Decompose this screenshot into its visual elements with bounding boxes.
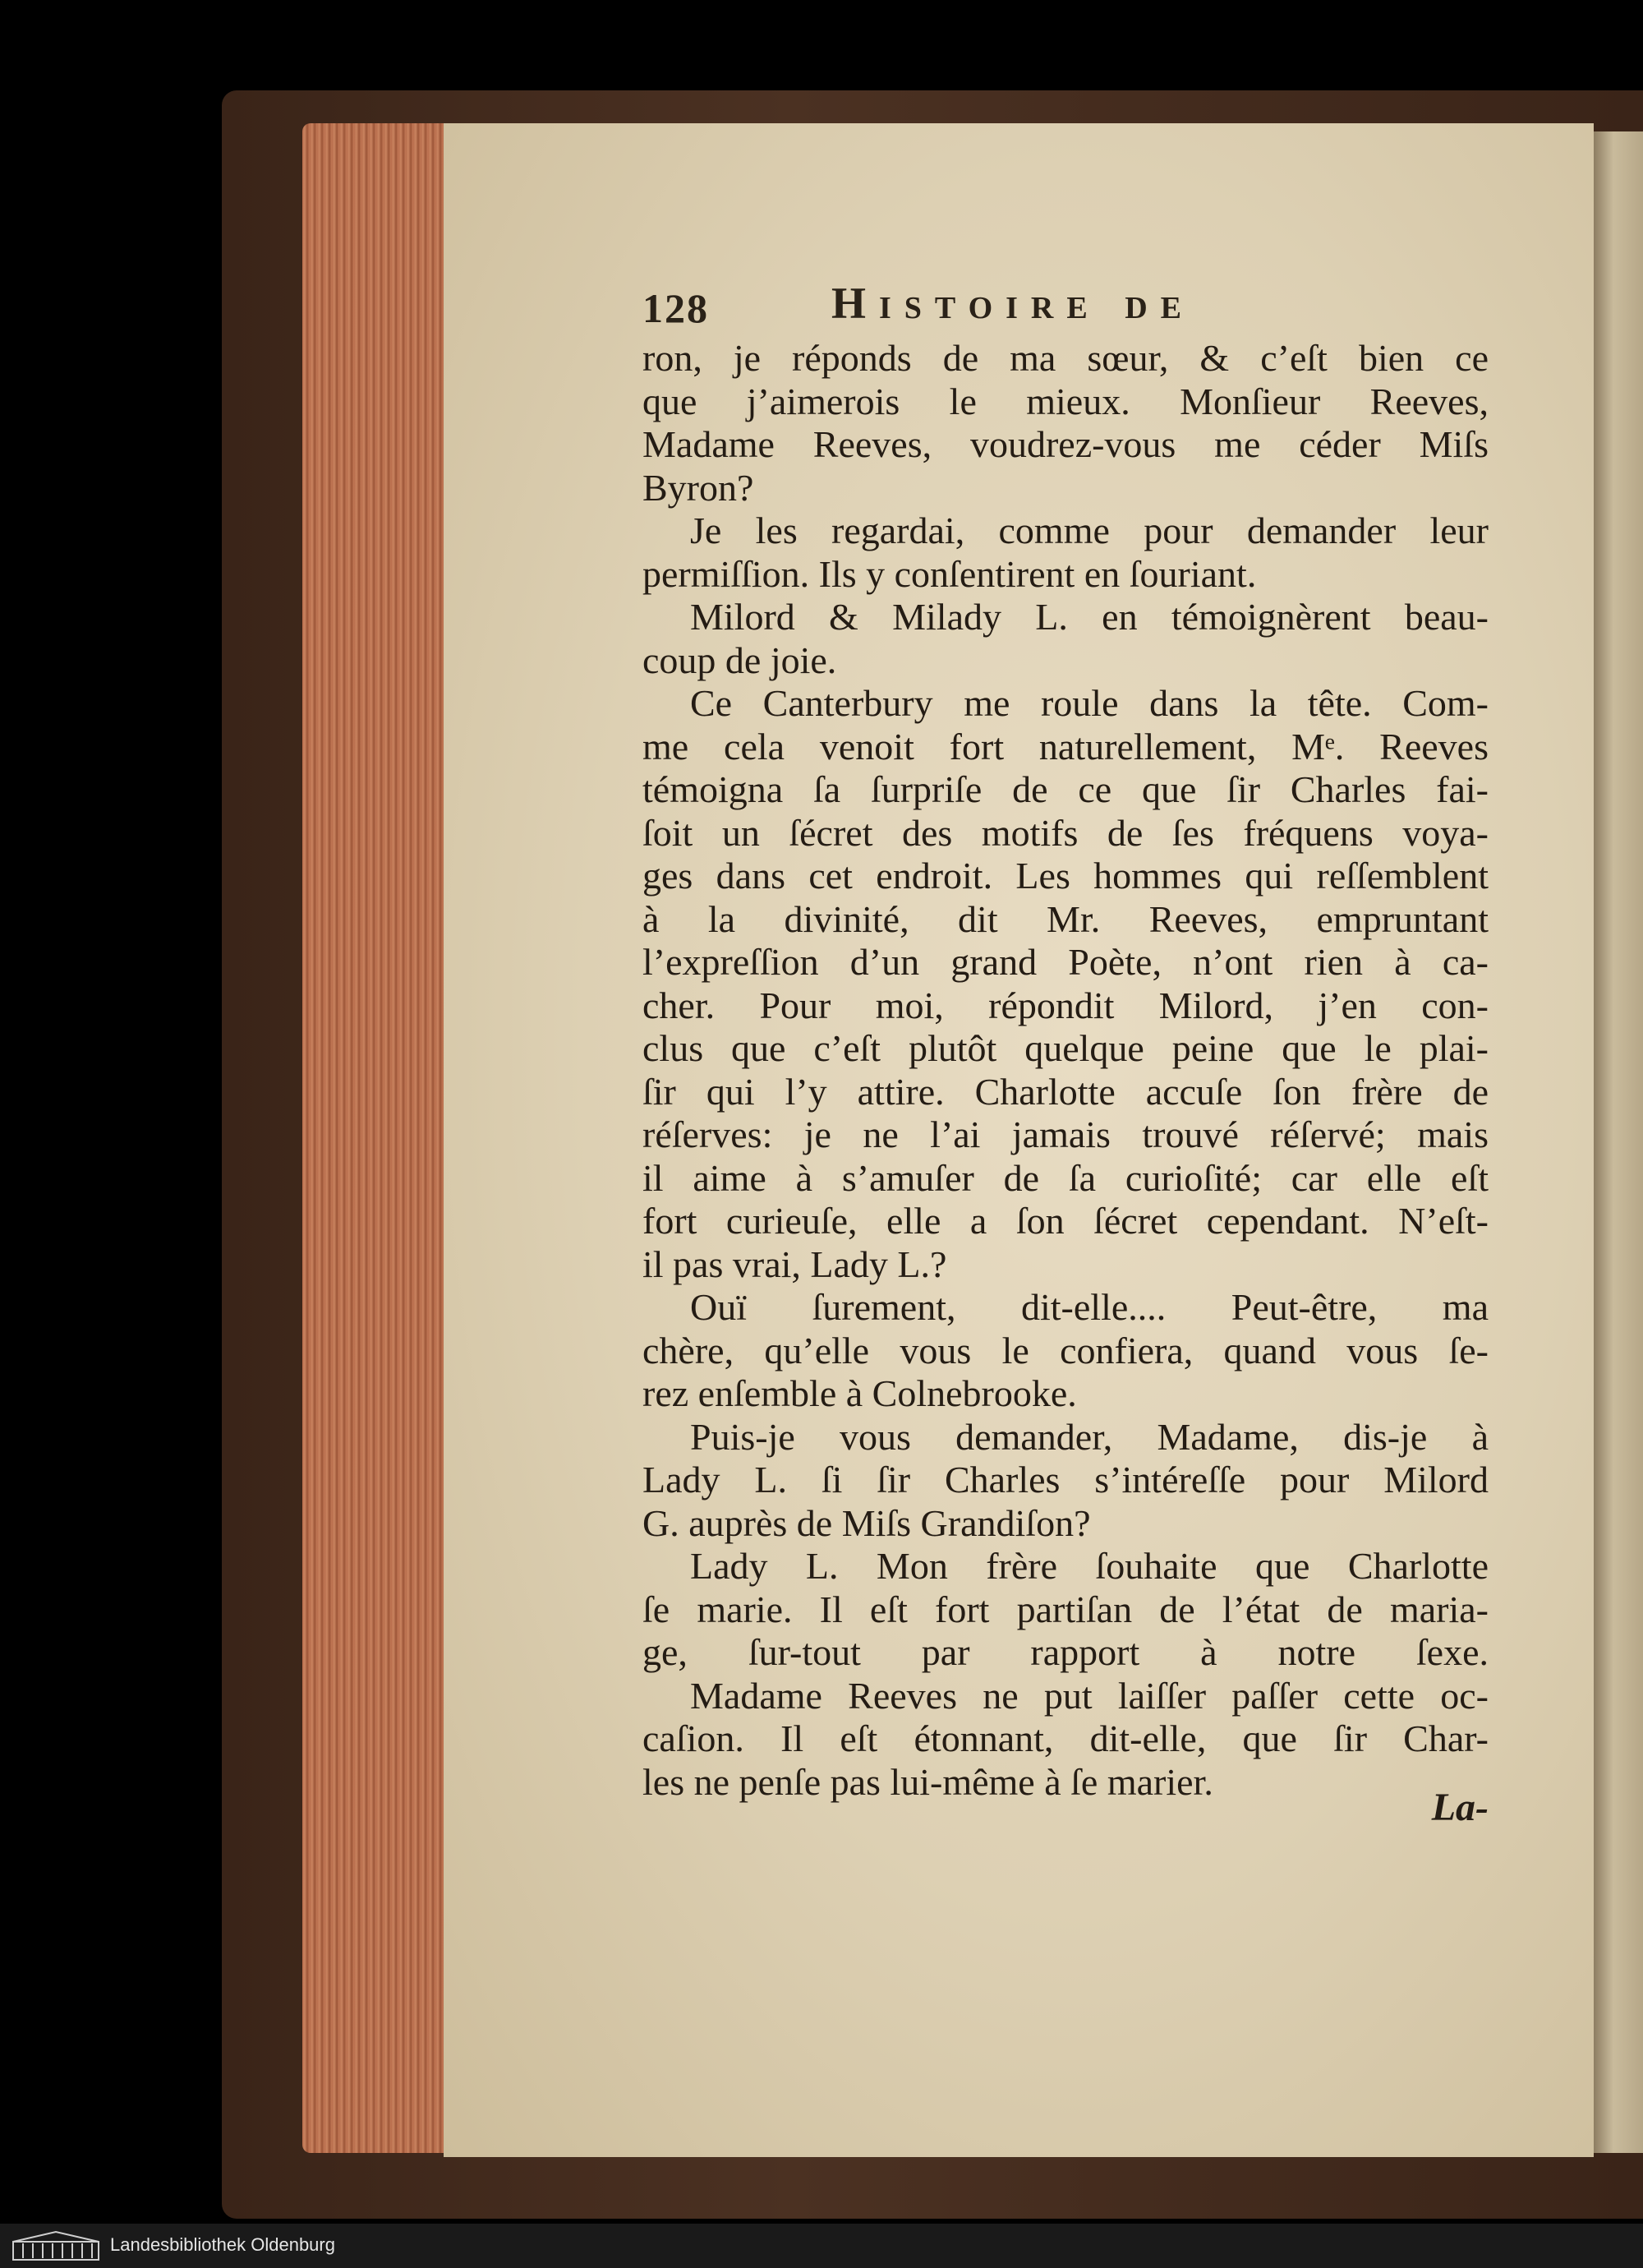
text-line: clus que c’eſt plutôt quelque peine que le plai- xyxy=(642,1027,1489,1069)
page-number: 128 xyxy=(642,285,709,331)
text-line: Byron? xyxy=(642,466,754,509)
text-line: caſion. Il eſt étonnant, dit-elle, que ſir Char- xyxy=(642,1717,1489,1759)
text-line: ſoit un ſécret des motifs de ſes fréquens voya- xyxy=(642,811,1489,854)
library-building-icon xyxy=(12,2230,100,2261)
text-line: chère, qu’elle vous le confiera, quand vous ſe- xyxy=(642,1329,1489,1371)
body-text xyxy=(642,337,1489,1804)
text-line: cher. Pour moi, répondit Milord, j’en con- xyxy=(642,984,1489,1026)
text-line: témoigna ſa ſurpriſe de ce que ſir Charles fai- xyxy=(642,768,1489,810)
text-line: permiſſion. Ils y conſentirent en ſouriant. xyxy=(642,552,1257,595)
text-line: me cela venoit fort naturellement, Mᵉ. Reeves xyxy=(642,725,1489,768)
text-line: il pas vrai, Lady L.? xyxy=(642,1242,947,1285)
footer-bar xyxy=(0,2224,1643,2268)
text-line: Madame Reeves, voudrez-vous me céder Miſs xyxy=(642,423,1489,465)
text-line: ſe marie. Il eſt fort partiſan de l’état de maria- xyxy=(642,1588,1489,1630)
text-line: l’expreſſion d’un grand Poète, n’ont rien à ca- xyxy=(642,941,1489,983)
text-line: Madame Reeves ne put laiſſer paſſer cette oc- xyxy=(690,1674,1489,1717)
facing-page-edge xyxy=(1594,131,1643,2153)
text-line: Lady L. ſi ſir Charles s’intéreſſe pour Milord xyxy=(642,1459,1489,1500)
text-line: Ce Canterbury me roule dans la tête. Com- xyxy=(690,682,1489,724)
page-edges xyxy=(302,123,467,2153)
library-name: Landesbibliothek Oldenburg xyxy=(110,2234,335,2255)
text-line: fort curieuſe, elle a ſon ſécret cependant. N’eſt- xyxy=(642,1200,1489,1242)
text-line: ge, ſur-tout par rapport à notre ſexe. xyxy=(642,1631,1489,1673)
text-line: il aime à s’amuſer de ſa curioſité; car elle eſt xyxy=(642,1156,1489,1199)
text-line: coup de joie. xyxy=(642,638,837,681)
running-title: Histoire de xyxy=(831,279,1195,328)
text-line: que j’aimerois le mieux. Monſieur Reeves, xyxy=(642,380,1489,422)
text-line: les ne penſe pas lui-même à ſe marier. xyxy=(642,1760,1213,1803)
text-line: rez enſemble à Colnebrooke. xyxy=(642,1372,1077,1414)
text-line: Puis-je vous demander, Madame, dis-je à xyxy=(690,1415,1489,1458)
text-line: G. auprès de Miſs Grandiſon? xyxy=(642,1501,1091,1544)
text-line: Je les regardai, comme pour demander leur xyxy=(690,509,1489,551)
catchword: La- xyxy=(1431,1786,1489,1829)
text-line: Ouï ſurement, dit-elle.... Peut-être, ma xyxy=(690,1286,1489,1328)
page-header xyxy=(642,278,1489,335)
text-line: Milord & Milady L. en témoignèrent beau- xyxy=(690,596,1489,638)
text-line: Lady L. Mon frère ſouhaite que Charlotte xyxy=(690,1545,1489,1587)
text-line: ges dans cet endroit. Les hommes qui reſſemblent xyxy=(642,855,1489,897)
text-line: ron, je réponds de ma sœur, & c’eſt bien ce xyxy=(642,337,1489,379)
text-line: réſerves: je ne l’ai jamais trouvé réſervé; mais xyxy=(642,1113,1489,1155)
text-line: ſir qui l’y attire. Charlotte accuſe ſon frère de xyxy=(642,1070,1489,1113)
text-line: à la divinité, dit Mr. Reeves, empruntant xyxy=(642,897,1489,940)
